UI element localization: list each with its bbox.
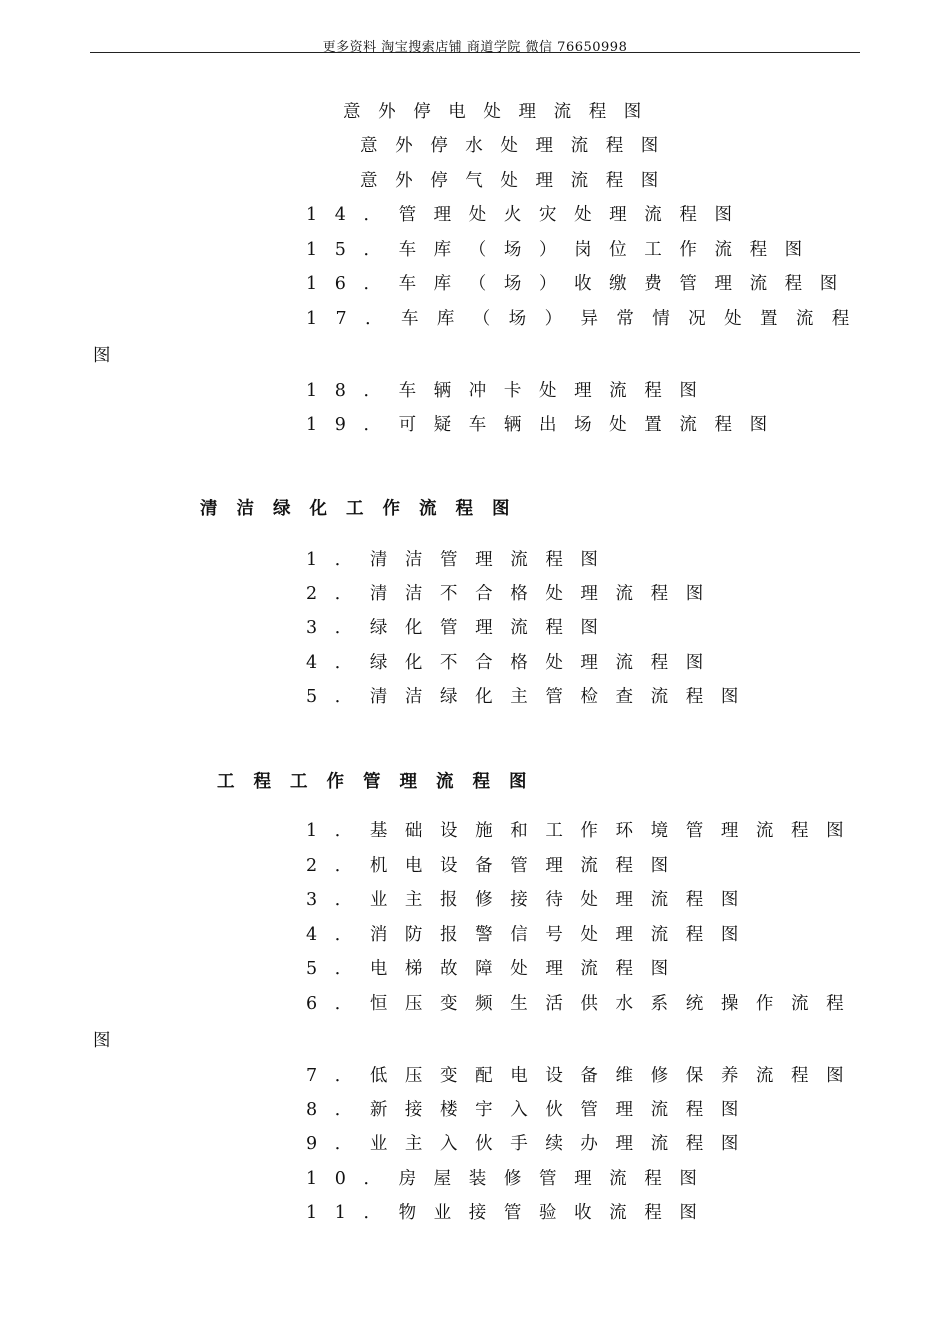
list-item: 5．电梯故障处理流程图 [306, 959, 686, 979]
section-title: 工程工作管理流程图 [217, 772, 546, 792]
header-divider [90, 52, 860, 53]
list-item: 意外停电处理流程图 [343, 102, 659, 122]
list-item: 10．房屋装修管理流程图 [306, 1169, 715, 1189]
list-item: 5．清洁绿化主管检查流程图 [306, 687, 756, 707]
section-title: 清洁绿化工作流程图 [200, 499, 529, 519]
list-item: 4．消防报警信号处理流程图 [306, 925, 756, 945]
list-item: 4．绿化不合格处理流程图 [306, 653, 721, 673]
list-item: 17．车库（场）异常情况处置流程 [306, 309, 868, 329]
list-item: 3．绿化管理流程图 [306, 618, 616, 638]
list-item: 6．恒压变频生活供水系统操作流程 [306, 994, 862, 1014]
list-item: 19．可疑车辆出场处置流程图 [306, 415, 785, 435]
page-header: 更多资料 淘宝搜索店铺 商道学院 微信 76650998 [322, 40, 628, 55]
list-item: 2．机电设备管理流程图 [306, 856, 686, 876]
list-item: 7．低压变配电设备维修保养流程图 [306, 1066, 862, 1086]
list-item: 9．业主入伙手续办理流程图 [306, 1134, 756, 1154]
list-item: 1．清洁管理流程图 [306, 550, 616, 570]
list-item-continuation: 图 [93, 1031, 111, 1051]
list-item: 1．基础设施和工作环境管理流程图 [306, 821, 862, 841]
list-item: 8．新接楼宇入伙管理流程图 [306, 1100, 756, 1120]
list-item: 意外停气处理流程图 [360, 171, 676, 191]
list-item: 11．物业接管验收流程图 [306, 1203, 715, 1223]
list-item: 3．业主报修接待处理流程图 [306, 890, 756, 910]
list-item: 意外停水处理流程图 [360, 136, 676, 156]
list-item: 15．车库（场）岗位工作流程图 [306, 240, 820, 260]
list-item: 14．管理处火灾处理流程图 [306, 205, 750, 225]
list-item-continuation: 图 [93, 346, 111, 366]
list-item: 2．清洁不合格处理流程图 [306, 584, 721, 604]
list-item: 18．车辆冲卡处理流程图 [306, 381, 715, 401]
list-item: 16．车库（场）收缴费管理流程图 [306, 274, 855, 294]
